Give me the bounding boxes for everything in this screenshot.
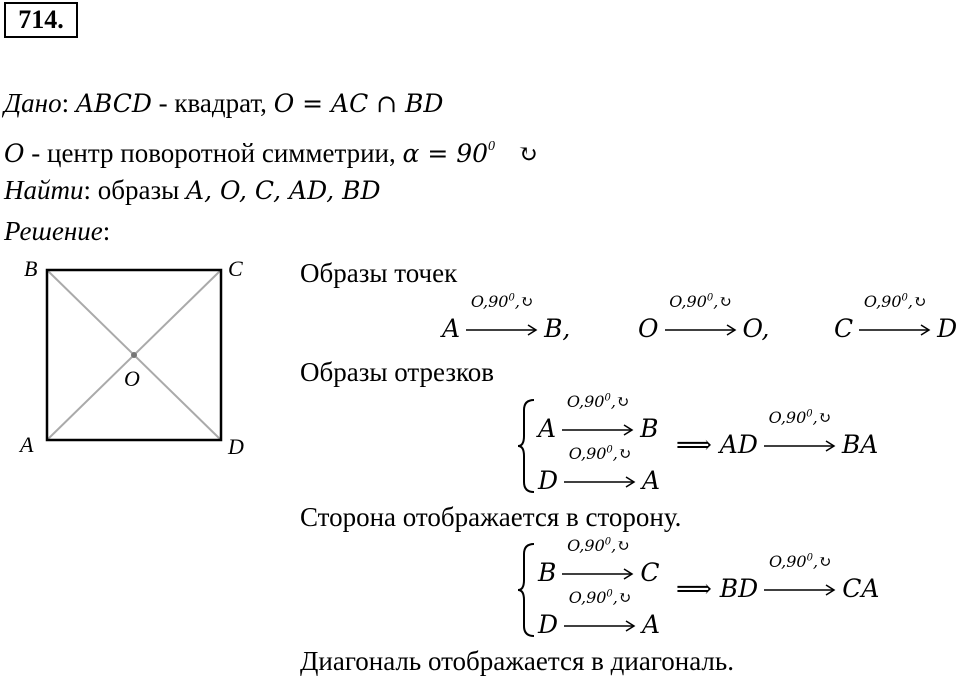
side-conclusion: Сторона отображается в сторону. (300, 502, 682, 532)
vertex-d-label: D (228, 434, 244, 459)
system2-row2: D $O,90^0,↻$ A (538, 588, 661, 639)
given-square: ABCD (75, 89, 152, 118)
given-line: Дано: ABCD - квадрат, O = AC ∩ BD (4, 88, 444, 118)
rotation-arrow: $O,90^0,↻$ (466, 314, 538, 343)
rotation-arrow: $O,90^0,↻$ (562, 414, 634, 443)
rotation-arrow: $O,90^0,↻$ (859, 314, 931, 343)
given-label: Дано (4, 88, 62, 118)
point-map-o: O $O,90^0,↻$ O, (638, 292, 770, 343)
arrow-icon (564, 618, 636, 634)
angle-value: α = 90 (402, 139, 489, 168)
point-map-a: A $O,90^0,↻$ B, (442, 292, 571, 343)
arrow-icon (564, 474, 636, 490)
arrow-icon (764, 582, 836, 598)
arrow-icon (764, 438, 836, 454)
points-title: Образы точек (300, 258, 458, 288)
solution-label: Решение (4, 216, 103, 246)
rotation-arrow: $O,90^0,↻$ (764, 430, 836, 459)
center-point (131, 352, 137, 358)
arrow-icon (665, 322, 737, 338)
rotation-arrow: $O,90^0,↻$ (665, 314, 737, 343)
arrow-icon (562, 566, 634, 582)
find-line: Найти: образы A, O, C, AD, BD (4, 175, 381, 205)
system1-row2: D $O,90^0,↻$ A (538, 444, 661, 495)
center-var: O (4, 139, 25, 168)
problem-number: 714. (4, 2, 78, 38)
arrow-icon (466, 322, 538, 338)
system2-row1: B $O,90^0,↻$ C (538, 536, 660, 587)
find-items: A, O, C, AD, BD (186, 176, 381, 205)
rotation-arrow: $O,90^0,↻$ (564, 466, 636, 495)
arrow-icon (859, 322, 931, 338)
diagonal-conclusion: Диагональ отображается в диагональ. (300, 646, 734, 676)
rotation-icon: ↻ (517, 142, 538, 168)
square-figure (14, 256, 264, 461)
rotation-arrow: $O,90^0,↻$ (764, 574, 836, 603)
system1-row1: A $O,90^0,↻$ B (538, 392, 659, 443)
system1-result: ⟹ AD $O,90^0,↻$ BA (676, 408, 879, 459)
vertex-a-label: A (20, 432, 34, 457)
brace-1 (516, 398, 538, 494)
implies-icon: ⟹ (676, 574, 712, 603)
arrow-icon (562, 422, 634, 438)
point-map-c: C $O,90^0,↻$ D (834, 292, 958, 343)
system2-result: ⟹ BD $O,90^0,↻$ CA (676, 552, 880, 603)
find-text: образы (91, 175, 187, 205)
degree-sup: 0 (488, 139, 496, 154)
brace-2 (516, 542, 538, 638)
segments-title: Образы отрезков (300, 357, 495, 387)
center-text: - центр поворотной симметрии, (24, 138, 403, 168)
given-line-2 (4, 132, 538, 170)
vertex-b-label: B (24, 256, 38, 281)
solution-line: Решение: (4, 216, 111, 246)
rotation-arrow: $O,90^0,↻$ (564, 610, 636, 639)
given-text: - квадрат, (151, 88, 274, 118)
center-o-label: O (124, 366, 140, 391)
implies-icon: ⟹ (676, 430, 712, 459)
find-label: Найти (4, 175, 84, 205)
rotation-arrow: $O,90^0,↻$ (562, 558, 634, 587)
given-intersection: O = AC ∩ BD (273, 89, 444, 118)
vertex-c-label: C (228, 256, 243, 281)
